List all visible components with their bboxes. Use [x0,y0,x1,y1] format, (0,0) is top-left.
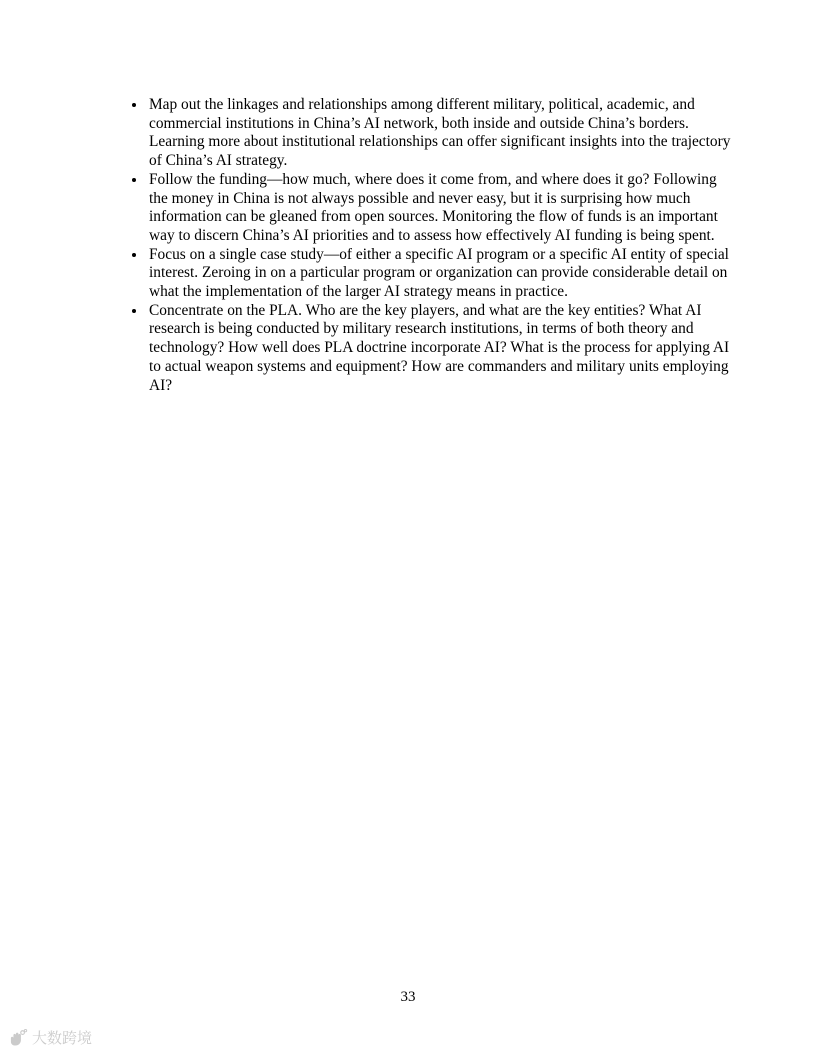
watermark-text: 大数跨境 [32,1028,93,1047]
bullet-text: Map out the linkages and relationships among different military, political, academic, and commercial institutions in China’s AI network, both inside and outside China’s borders. Learning more about institutional relationships can offer significant insights into the trajectory of China’s AI strategy. [149,96,731,170]
watermark-logo-icon [8,1028,28,1048]
list-item [147,171,735,246]
bullet-text: Follow the funding—how much, where does it come from, and where does it go? Following the money in China is not always possible and never easy, but it is surprising how much information can be gleaned from open sources. Monitoring the flow of funds is an important way to discern China’s AI priorities and to assess how effectively AI funding is being spent. [149,170,718,244]
list-item [147,302,735,396]
bullet-text: Concentrate on the PLA. Who are the key players, and what are the key entities? What AI research is being conducted by military research institutions, in terms of both theory and technology? How well does PLA doctrine incorporate AI? What is the process for applying AI to actual weapon systems and equipment? How are commanders and military units employing AI? [149,301,730,394]
watermark [8,1028,92,1048]
list-item [147,246,735,302]
page-number: 33 [400,989,416,1005]
bullet-list [121,96,735,395]
bullet-text: Focus on a single case study—of either a specific AI program or a specific AI entity of special interest. Zeroing in on a particular program or organization can provide considerable detail on what the implementation of the larger AI strategy means in practice. [149,245,729,301]
list-item [147,96,735,171]
